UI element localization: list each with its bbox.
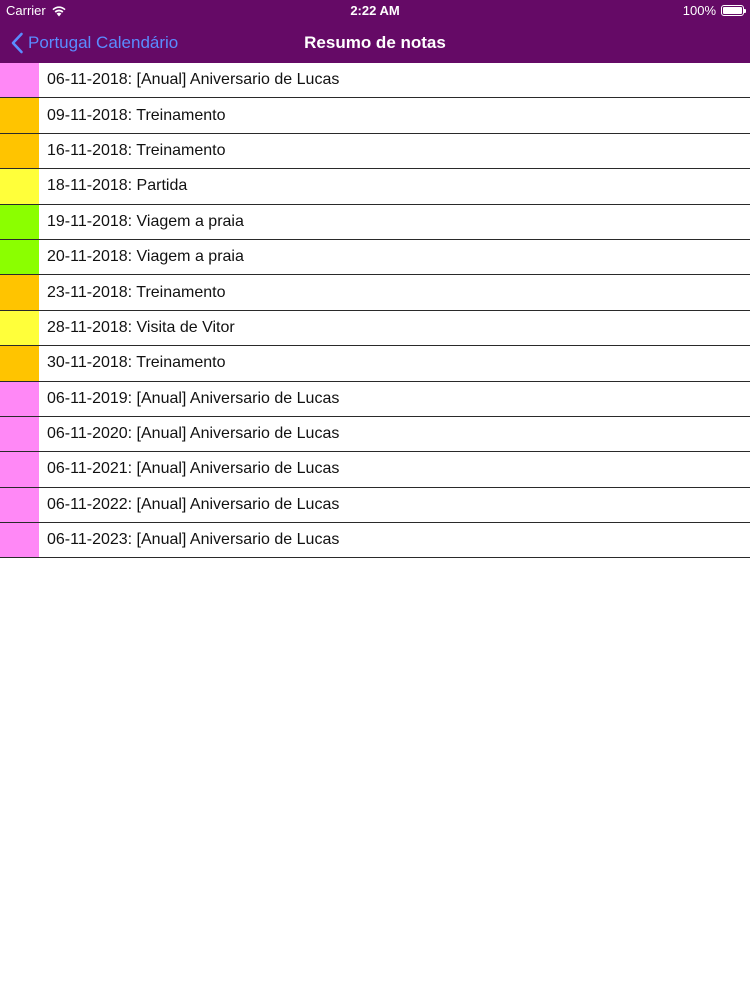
note-color-swatch [0, 311, 39, 345]
note-text: 06-11-2021: [Anual] Aniversario de Lucas [47, 460, 340, 478]
notes-list [0, 63, 750, 558]
note-color-swatch [0, 98, 39, 132]
note-color-swatch [0, 275, 39, 309]
list-item[interactable] [0, 311, 750, 346]
note-text: 19-11-2018: Viagem a praia [47, 212, 244, 230]
note-text: 06-11-2020: [Anual] Aniversario de Lucas [47, 425, 340, 443]
note-text: 06-11-2018: [Anual] Aniversario de Lucas [47, 71, 340, 89]
battery-fill [723, 7, 742, 14]
note-color-swatch [0, 382, 39, 416]
note-text: 06-11-2022: [Anual] Aniversario de Lucas [47, 495, 340, 513]
note-color-swatch [0, 417, 39, 451]
list-item[interactable] [0, 63, 750, 98]
note-color-swatch [0, 346, 39, 380]
note-text: 06-11-2019: [Anual] Aniversario de Lucas [47, 389, 340, 407]
note-color-swatch [0, 169, 39, 203]
back-button-label: Portugal Calendário [28, 32, 179, 52]
note-text: 23-11-2018: Treinamento [47, 283, 226, 301]
list-item[interactable] [0, 134, 750, 169]
list-item[interactable] [0, 98, 750, 133]
carrier-label: Carrier [6, 3, 46, 18]
note-color-swatch [0, 205, 39, 239]
note-color-swatch [0, 63, 39, 97]
note-text: 30-11-2018: Treinamento [47, 354, 226, 372]
battery-icon [721, 5, 744, 16]
list-item[interactable] [0, 452, 750, 487]
note-text: 06-11-2023: [Anual] Aniversario de Lucas [47, 531, 340, 549]
page-title: Resumo de notas [304, 33, 446, 52]
note-color-swatch [0, 240, 39, 274]
note-text: 20-11-2018: Viagem a praia [47, 248, 244, 266]
note-color-swatch [0, 452, 39, 486]
note-text: 28-11-2018: Visita de Vitor [47, 318, 235, 336]
list-item[interactable] [0, 205, 750, 240]
list-item[interactable] [0, 523, 750, 558]
note-text: 18-11-2018: Partida [47, 177, 188, 195]
list-item[interactable] [0, 417, 750, 452]
status-bar [0, 0, 750, 22]
note-color-swatch [0, 134, 39, 168]
note-text: 16-11-2018: Treinamento [47, 141, 226, 159]
note-color-swatch [0, 523, 39, 557]
status-time: 2:22 AM [350, 3, 400, 18]
list-item[interactable] [0, 275, 750, 310]
note-text: 09-11-2018: Treinamento [47, 106, 226, 124]
note-color-swatch [0, 488, 39, 522]
list-item[interactable] [0, 240, 750, 275]
battery-percent: 100% [682, 3, 716, 18]
navigation-bar [0, 22, 750, 63]
list-item[interactable] [0, 488, 750, 523]
list-item[interactable] [0, 346, 750, 381]
list-item[interactable] [0, 169, 750, 204]
list-item[interactable] [0, 382, 750, 417]
battery-group [683, 3, 744, 18]
